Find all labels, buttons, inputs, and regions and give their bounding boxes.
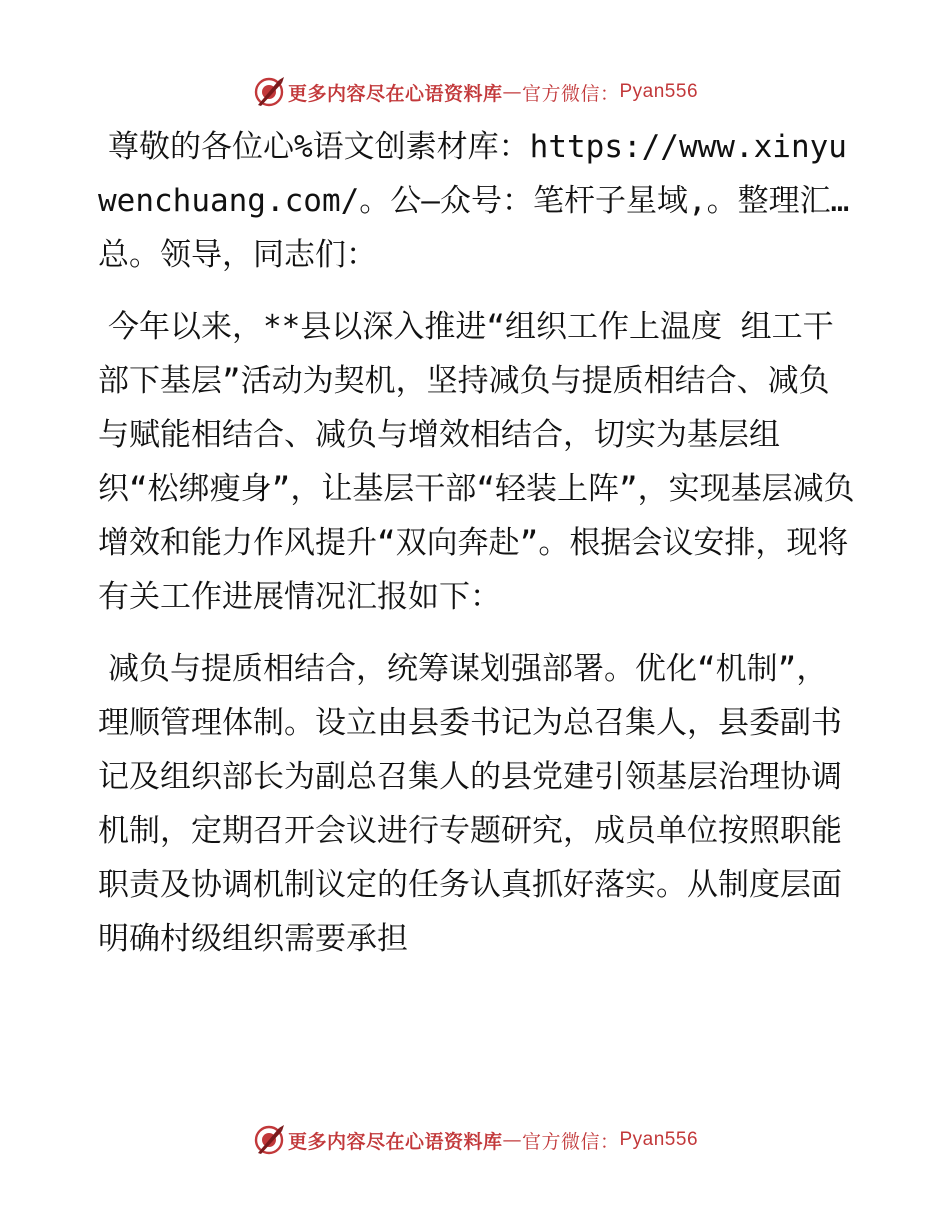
paragraph-salutation: 尊敬的各位心%语文创素材库：https://www.xinyuwenchuang.com/。公—众号：笔杆子星域,。整理汇…总。领导，同志们： [98, 129, 850, 273]
quill-logo-icon [252, 75, 286, 109]
banner-dash: — [502, 1129, 522, 1151]
quill-logo-icon [252, 1123, 286, 1157]
banner-wechat-label: 官方微信： [521, 1130, 620, 1153]
banner-main-text: 更多内容尽在心语资料库 [287, 82, 503, 105]
banner-wechat-label: 官方微信： [521, 82, 620, 105]
paragraph-intro: 今年以来，**县以深入推进“组织工作上温度 组工干部下基层”活动为契机，坚持减负与提质相结合、减负与赋能相结合、减负与增效相结合，切实为基层组织“松绑瘦身”，让基层干部“轻装上阵”，实现基层减负增效和能力作风提升“双向奔赴”。根据会议安排，现将有关工作进展情况汇报如下： [98, 309, 855, 615]
paragraph-section-1: 减负与提质相结合，统筹谋划强部署。优化“机制”，理顺管理体制。设立由县委书记为总召集人，县委副书记及组织部长为副总召集人的县党建引领基层治理协调机制，定期召开会议进行专题研究，成员单位按照职能职责及协调机制议定的任务认真抓好落实。从制度层面明确村级组织需要承担 [98, 651, 842, 957]
footer-watermark-banner [0, 1120, 950, 1160]
banner-dash: — [502, 81, 522, 103]
header-watermark-banner [0, 72, 950, 112]
document-body [98, 120, 858, 984]
banner-wechat-id: Pyan556 [619, 81, 699, 102]
banner-main-text: 更多内容尽在心语资料库 [287, 1130, 503, 1153]
banner-wechat-id: Pyan556 [619, 1129, 699, 1150]
